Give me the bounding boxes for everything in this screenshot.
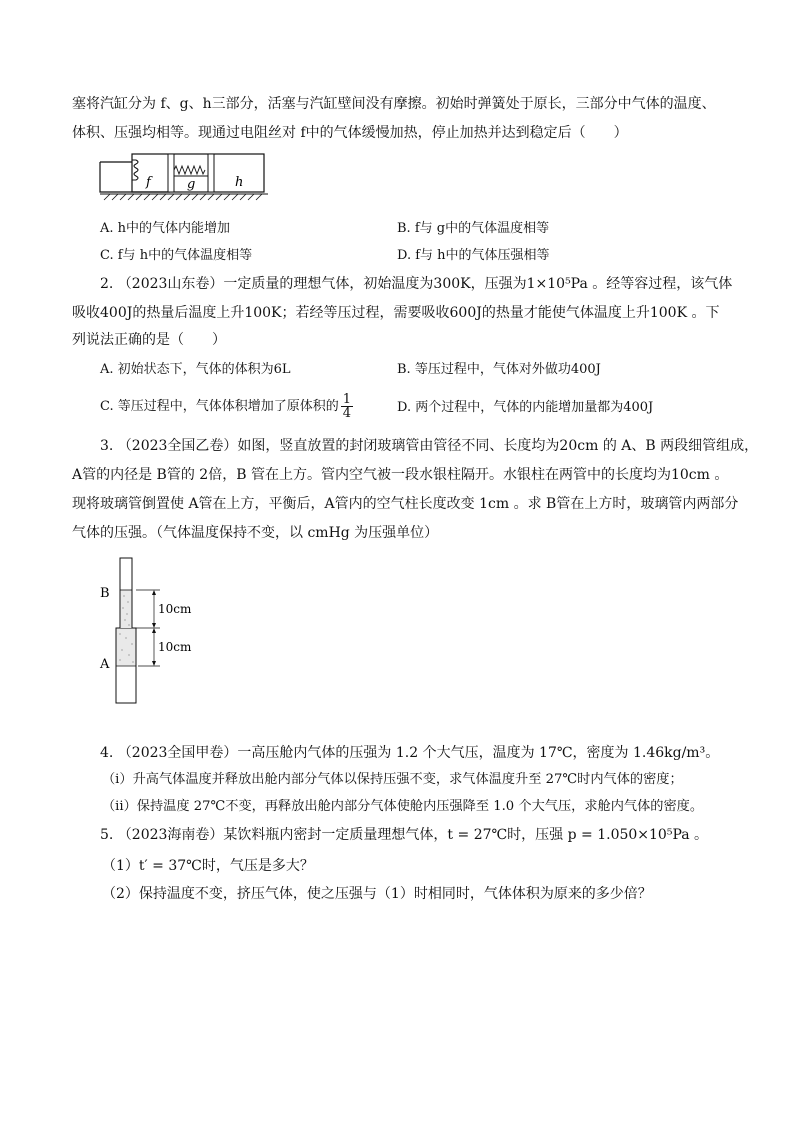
- label-g: g: [187, 177, 196, 192]
- q2-line1: 2. （2023山东卷）一定质量的理想气体，初始温度为300K，压强为1×10⁵Pa 。经等容过程，该气体: [100, 276, 733, 292]
- dim-bottom-label: 10cm: [158, 640, 192, 654]
- q2-option-c: [100, 390, 355, 424]
- label-a: A: [100, 657, 110, 672]
- label-b: B: [100, 586, 110, 601]
- fraction-denominator: 4: [342, 406, 352, 421]
- q5-line1: 5. （2023海南卷）某饮料瓶内密封一定质量理想气体，t = 27℃时，压强 p = 1.050×10⁵Pa 。: [100, 827, 709, 843]
- q1-option-c: C. f与 h中的气体温度相等: [100, 248, 253, 263]
- q3-line4: 气体的压强。（气体温度保持不变，以 cmHg 为压强单位）: [72, 525, 439, 541]
- label-h: h: [235, 175, 244, 190]
- q3-tube-figure: [98, 556, 208, 706]
- q3-line3: 现将玻璃管倒置使 A管在上方，平衡后，A管内的空气柱长度改变 1cm 。求 B管在上方时，玻璃管内两部分: [72, 496, 739, 512]
- q1-cylinder-figure: [98, 152, 278, 206]
- q1-option-a: A. h中的气体内能增加: [100, 221, 231, 236]
- fraction-numerator: 1: [342, 392, 352, 407]
- q2-line2: 吸收400J的热量后温度上升100K；若经等压过程，需要吸收600J的热量才能使气体温度上升100K 。下: [72, 305, 720, 321]
- q4-line1: 4. （2023全国甲卷）一高压舱内气体的压强为 1.2 个大气压，温度为 17℃，密度为 1.46kg/m³。: [100, 745, 720, 761]
- q3-line2: A管的内径是 B管的 2倍，B 管在上方。管内空气被一段水银柱隔开。水银柱在两管中的长度均为10cm 。: [72, 467, 729, 483]
- q2-option-b: B. 等压过程中，气体对外做功400J: [397, 362, 601, 377]
- q2-option-c-fraction: [341, 393, 353, 420]
- dim-top-label: 10cm: [158, 602, 192, 616]
- q2-option-a: A. 初始状态下，气体的体积为6L: [100, 362, 291, 377]
- q2-option-d: D. 两个过程中，气体的内能增加量都为400J: [397, 400, 654, 415]
- q1-option-b: B. f与 g中的气体温度相等: [397, 221, 550, 236]
- q4-part-ii: （ii）保持温度 27℃不变，再释放出舱内部分气体使舱内压强降至 1.0 个大气压，求舱内气体的密度。: [102, 799, 704, 814]
- q1-option-d: D. f与 h中的气体压强相等: [397, 248, 550, 263]
- q1-text-line2: 体积、压强均相等。现通过电阻丝对 f中的气体缓慢加热，停止加热并达到稳定后（ ）: [72, 125, 628, 141]
- q5-part-1: （1）t′ = 37℃时，气压是多大？: [102, 858, 314, 874]
- q1-text-line1: 塞将汽缸分为 f、g、h三部分，活塞与汽缸壁间没有摩擦。初始时弹簧处于原长，三部分中气体的温度、: [72, 96, 716, 112]
- q4-part-i: （i）升高气体温度并释放出舱内部分气体以保持压强不变，求气体温度升至 27℃时内气体的密度；: [102, 772, 683, 787]
- label-f: f: [146, 175, 151, 190]
- q2-option-c-text: C. 等压过程中，气体体积增加了原体积的: [100, 399, 339, 414]
- q3-line1: 3. （2023全国乙卷）如图，竖直放置的封闭玻璃管由管径不同、长度均为20cm 的 A、B 两段细管组成，: [100, 438, 759, 454]
- q2-line3: 列说法正确的是（ ）: [72, 332, 226, 348]
- q5-part-2: （2）保持温度不变，挤压气体，使之压强与（1）时相同时，气体体积为原来的多少倍？: [102, 886, 652, 902]
